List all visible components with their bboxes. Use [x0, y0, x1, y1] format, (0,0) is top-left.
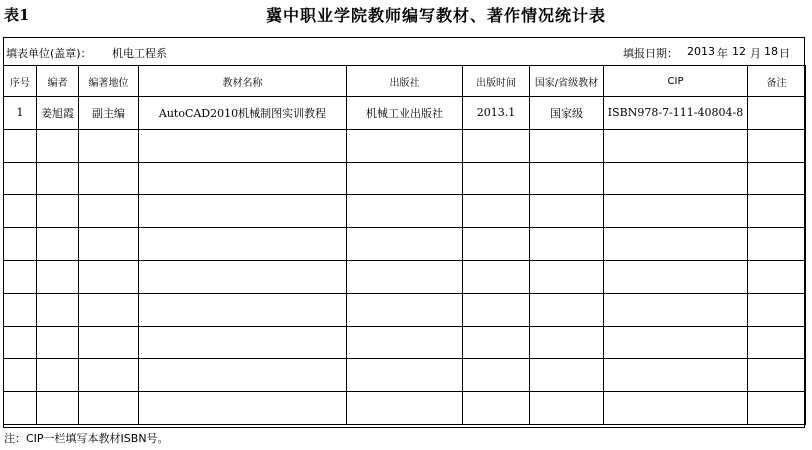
- column-header-publisher: 出版社: [347, 66, 463, 97]
- cell-publish-date: [463, 260, 530, 293]
- cell-publisher: [347, 260, 463, 293]
- column-header-remarks: 备注: [748, 66, 806, 97]
- cell-remarks: [748, 260, 806, 293]
- cell-level: [530, 359, 604, 392]
- cell-textbook-name: [139, 129, 347, 162]
- cell-publisher: [347, 293, 463, 326]
- cell-remarks: [748, 392, 806, 425]
- cell-index: [4, 195, 37, 228]
- month-unit: 月: [750, 47, 761, 60]
- cell-textbook-name: AutoCAD2010机械制图实训教程: [139, 97, 347, 130]
- cell-level: [530, 195, 604, 228]
- cell-publish-date: [463, 326, 530, 359]
- column-header-role: 编著地位: [79, 66, 139, 97]
- cell-index: [4, 162, 37, 195]
- cell-index: [4, 129, 37, 162]
- cell-role: [79, 260, 139, 293]
- table-row: [4, 195, 806, 228]
- date-year: 2013: [687, 45, 715, 58]
- cell-index: 1: [4, 97, 37, 130]
- cell-remarks: [748, 162, 806, 195]
- column-header-level: 国家/省级教材: [530, 66, 604, 97]
- cell-editor: [37, 260, 79, 293]
- statistics-form: [3, 37, 805, 428]
- cell-publisher: [347, 195, 463, 228]
- cell-remarks: [748, 129, 806, 162]
- table-row: [4, 129, 806, 162]
- cell-cip: [604, 293, 748, 326]
- textbook-table: [3, 65, 806, 425]
- column-header-cip: CIP: [604, 66, 748, 97]
- cell-cip: [604, 326, 748, 359]
- column-header-textbook-name: 教材名称: [139, 66, 347, 97]
- cell-role: [79, 195, 139, 228]
- cell-index: [4, 326, 37, 359]
- cell-editor: [37, 195, 79, 228]
- cell-index: [4, 392, 37, 425]
- table-row: [4, 97, 806, 130]
- date-month: 12: [732, 45, 746, 58]
- cell-editor: [37, 392, 79, 425]
- table-row: [4, 162, 806, 195]
- cell-role: [79, 359, 139, 392]
- cell-level: [530, 326, 604, 359]
- table-row: [4, 228, 806, 261]
- cell-publisher: [347, 129, 463, 162]
- cell-cip: [604, 359, 748, 392]
- cell-publish-date: [463, 359, 530, 392]
- cell-level: [530, 260, 604, 293]
- cell-publish-date: [463, 129, 530, 162]
- cell-publish-date: [463, 392, 530, 425]
- cell-role: 副主编: [79, 97, 139, 130]
- cell-role: [79, 326, 139, 359]
- cell-publisher: [347, 359, 463, 392]
- cell-index: [4, 359, 37, 392]
- cell-index: [4, 293, 37, 326]
- cell-cip: [604, 392, 748, 425]
- cell-level: [530, 162, 604, 195]
- cell-editor: [37, 293, 79, 326]
- cell-remarks: [748, 228, 806, 261]
- cell-editor: [37, 129, 79, 162]
- cell-textbook-name: [139, 359, 347, 392]
- cell-role: [79, 293, 139, 326]
- cell-editor: 姜旭霞: [37, 97, 79, 130]
- cell-publisher: [347, 228, 463, 261]
- cell-publish-date: 2013.1: [463, 97, 530, 130]
- cell-remarks: [748, 195, 806, 228]
- unit-label: 填表单位(盖章)：: [6, 47, 92, 60]
- column-header-publish-date: 出版时间: [463, 66, 530, 97]
- cell-index: [4, 228, 37, 261]
- cell-remarks: [748, 97, 806, 130]
- unit-value: 机电工程系: [112, 47, 167, 60]
- cell-cip: [604, 195, 748, 228]
- date-label: 填报日期：: [623, 47, 678, 60]
- date-day: 18: [764, 45, 778, 58]
- cell-publisher: [347, 392, 463, 425]
- cell-level: 国家级: [530, 97, 604, 130]
- cell-textbook-name: [139, 293, 347, 326]
- cell-role: [79, 129, 139, 162]
- cell-editor: [37, 228, 79, 261]
- cell-level: [530, 129, 604, 162]
- cell-publish-date: [463, 228, 530, 261]
- cell-publish-date: [463, 293, 530, 326]
- cell-editor: [37, 162, 79, 195]
- column-header-editor: 编者: [37, 66, 79, 97]
- cell-editor: [37, 359, 79, 392]
- year-unit: 年: [717, 47, 728, 60]
- cell-level: [530, 293, 604, 326]
- cell-publisher: [347, 326, 463, 359]
- cell-level: [530, 392, 604, 425]
- cell-index: [4, 260, 37, 293]
- table-row: [4, 392, 806, 425]
- cell-level: [530, 228, 604, 261]
- cell-publish-date: [463, 195, 530, 228]
- cell-textbook-name: [139, 260, 347, 293]
- cell-textbook-name: [139, 392, 347, 425]
- cell-cip: [604, 129, 748, 162]
- cell-remarks: [748, 359, 806, 392]
- cell-remarks: [748, 293, 806, 326]
- cell-remarks: [748, 326, 806, 359]
- cell-publisher: [347, 162, 463, 195]
- cell-cip: [604, 162, 748, 195]
- footnote: 注：CIP一栏填写本教材ISBN号。: [4, 432, 169, 445]
- table-row: [4, 293, 806, 326]
- cell-role: [79, 162, 139, 195]
- day-unit: 日: [779, 47, 790, 60]
- table-label: 表1: [4, 6, 30, 24]
- cell-textbook-name: [139, 228, 347, 261]
- document-title: 冀中职业学院教师编写教材、著作情况统计表: [265, 6, 606, 25]
- cell-textbook-name: [139, 162, 347, 195]
- cell-cip: [604, 228, 748, 261]
- table-header-row: [4, 66, 806, 97]
- table-row: [4, 260, 806, 293]
- table-row: [4, 326, 806, 359]
- cell-role: [79, 228, 139, 261]
- form-header-row: [4, 38, 804, 66]
- cell-cip: ISBN978-7-111-40804-8: [604, 97, 748, 130]
- cell-textbook-name: [139, 326, 347, 359]
- cell-publish-date: [463, 162, 530, 195]
- column-header-index: 序号: [4, 66, 37, 97]
- cell-publisher: 机械工业出版社: [347, 97, 463, 130]
- cell-role: [79, 392, 139, 425]
- table-row: [4, 359, 806, 392]
- cell-textbook-name: [139, 195, 347, 228]
- cell-editor: [37, 326, 79, 359]
- cell-cip: [604, 260, 748, 293]
